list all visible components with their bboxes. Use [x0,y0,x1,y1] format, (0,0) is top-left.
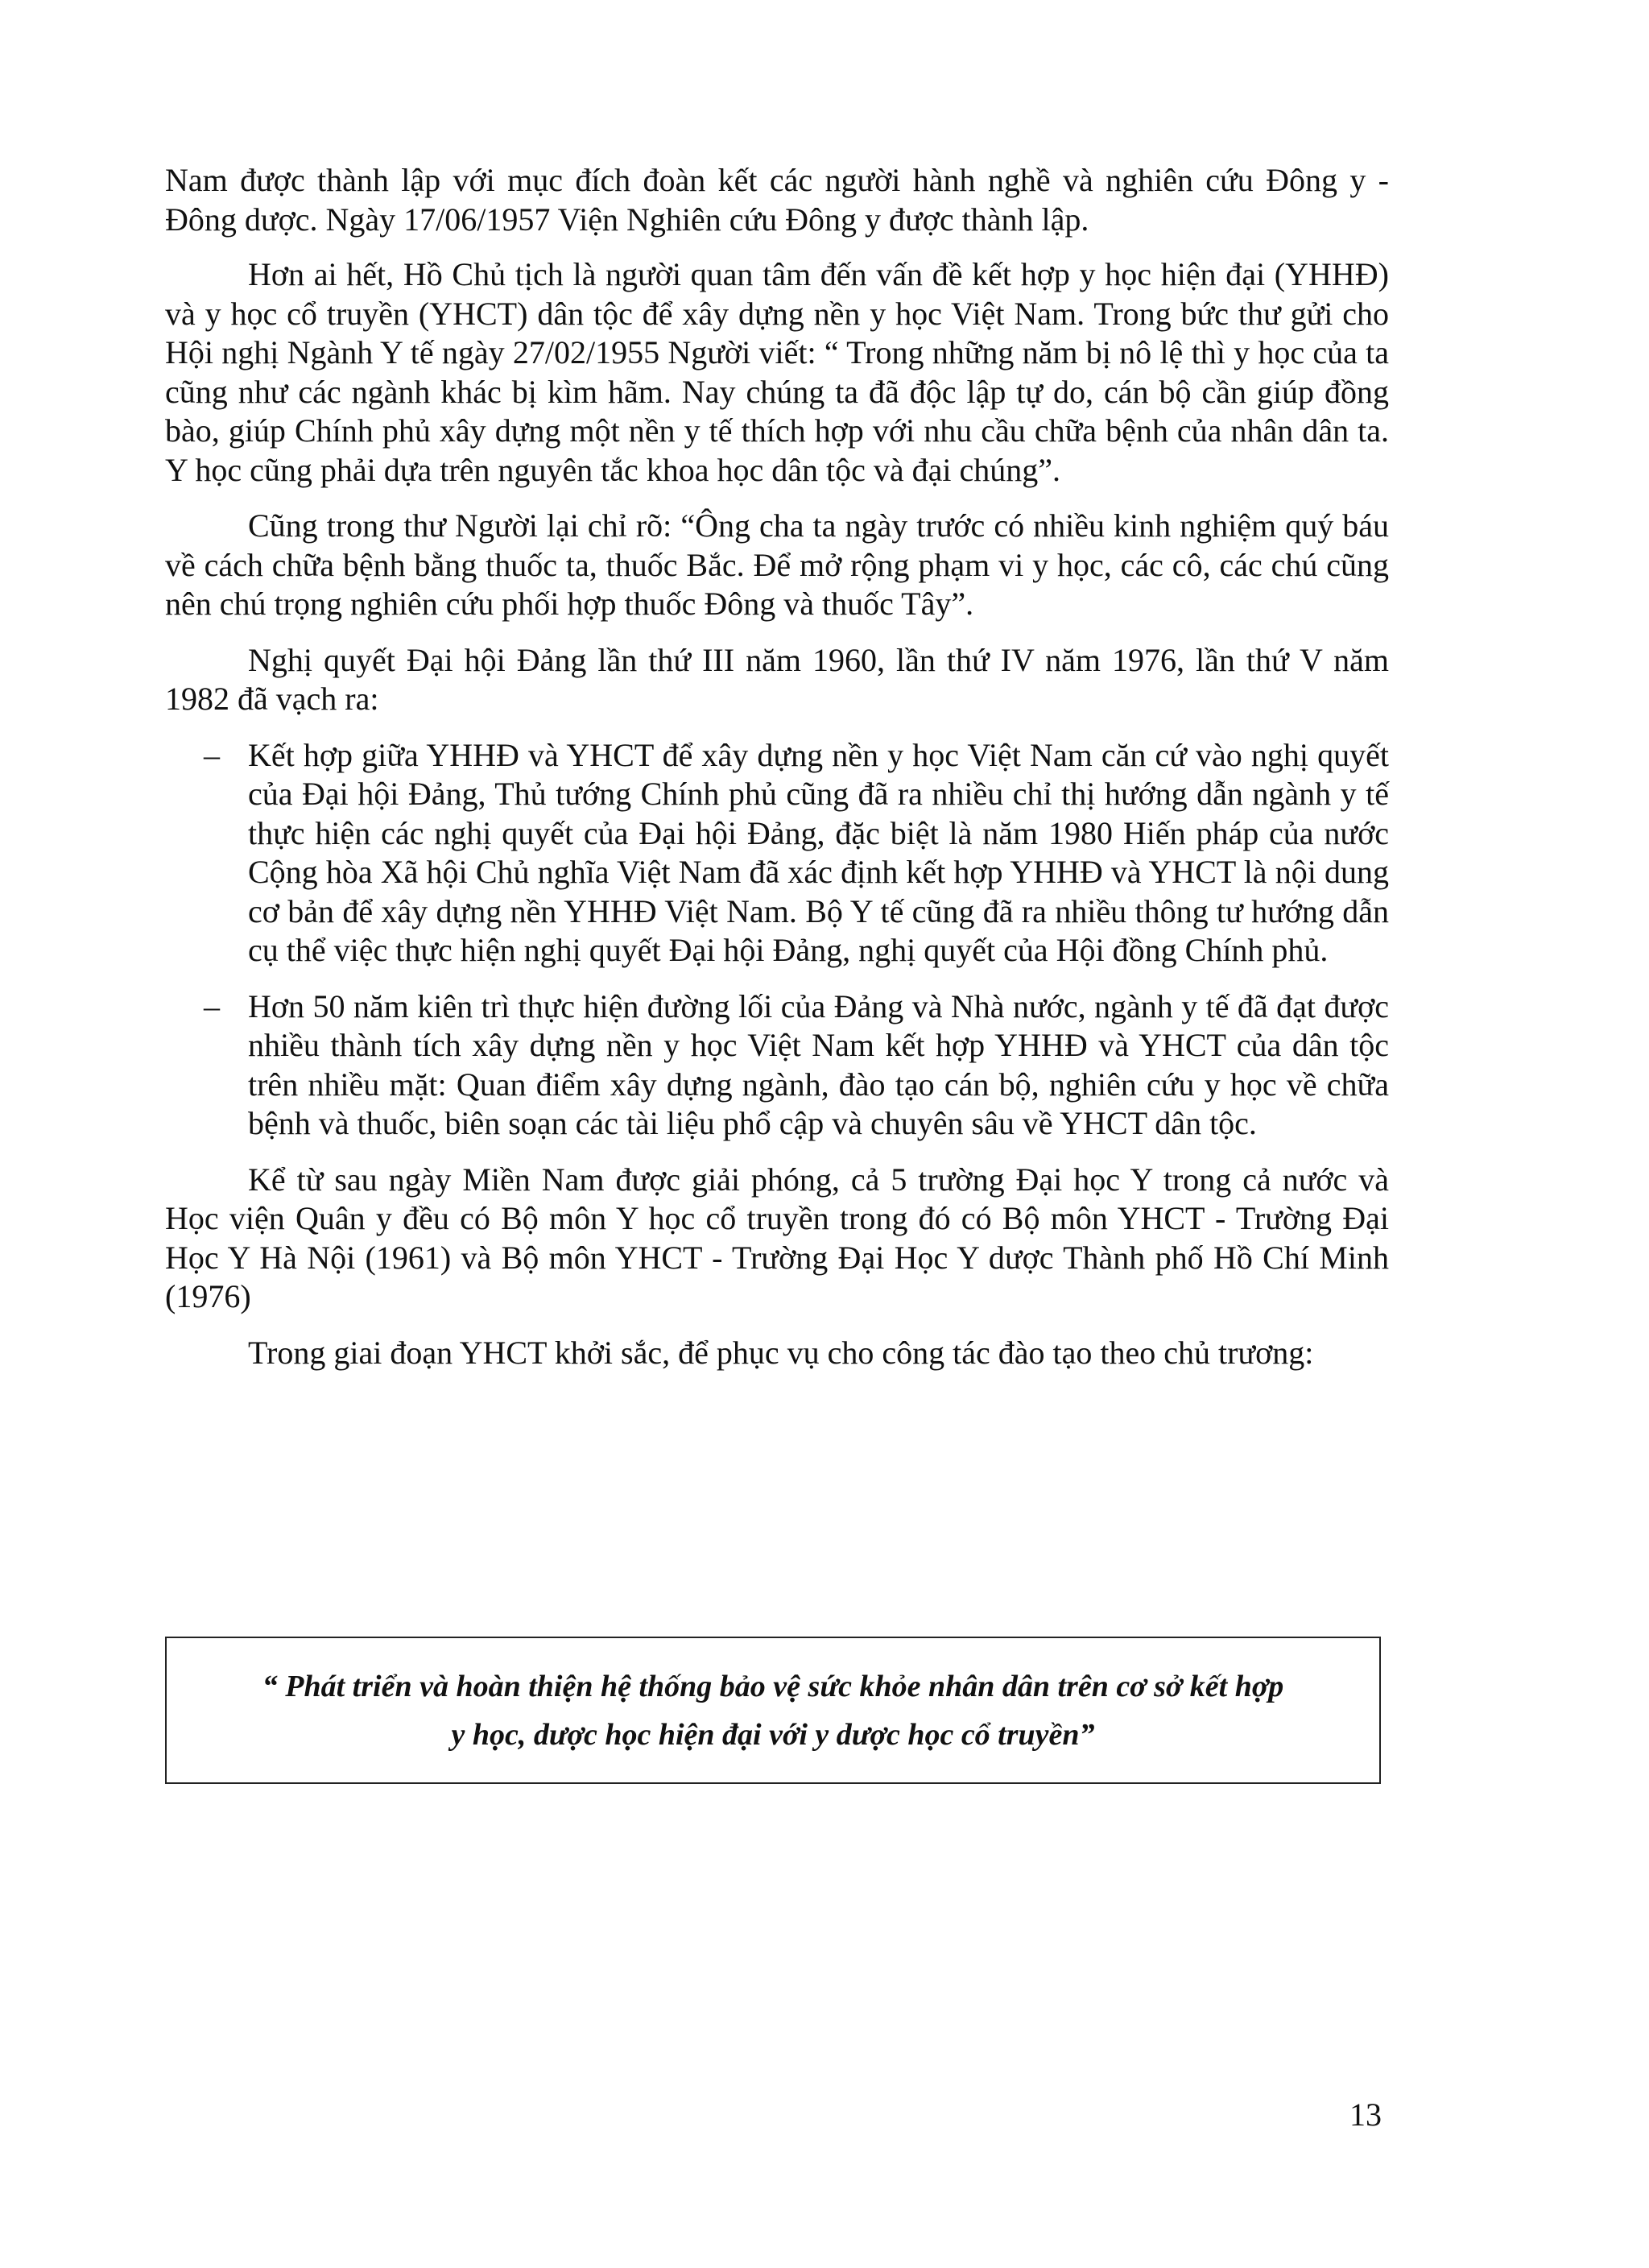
paragraph-6: Trong giai đoạn YHCT khởi sắc, để phục vụ cho công tác đào tạo theo chủ trương: [248,1334,1314,1371]
page-number: 13 [1349,2096,1382,2133]
paragraph-3: Cũng trong thư Người lại chỉ rõ: “Ông cha ta ngày trước có nhiều kinh nghiệm quý báu về cách chữa bệnh bằng thuốc ta, thuốc Bắc. Để mở rộng phạm vi y học, các cô, các chú cũng nên chú trọng nghiên cứu phối hợp thuốc Đông và thuốc Tây”. [165,507,1389,622]
paragraph-2: Hơn ai hết, Hồ Chủ tịch là người quan tâm đến vấn đề kết hợp y học hiện đại (YHHĐ) và y học cổ truyền (YHCT) dân tộc để xây dựng nền y học Việt Nam. Trong bức thư gửi cho Hội nghị Ngành Y tế ngày 27/02/1955 Người viết: “ Trong những năm bị nô lệ thì y học của ta cũng như các ngành khác bị kìm hãm. Nay chúng ta đã độc lập tự do, cán bộ cần giúp đồng bào, giúp Chính phủ xây dựng một nền y tế thích hợp với nhu cầu chữa bệnh của nhân dân ta. Y học cũng phải dựa trên nguyên tắc khoa học dân tộc và đại chúng”. [165,256,1389,488]
paragraph-5: Kể từ sau ngày Miền Nam được giải phóng, cả 5 trường Đại học Y trong cả nước và Học viện Quân y đều có Bộ môn Y học cổ truyền trong đó có Bộ môn YHCT - Trường Đại Học Y Hà Nội (1961) và Bộ môn YHCT - Trường Đại Học Y dược Thành phố Hồ Chí Minh (1976) [165,1161,1389,1314]
list-item-text: Hơn 50 năm kiên trì thực hiện đường lối của Đảng và Nhà nước, ngành y tế đã đạt được nhiều thành tích xây dựng nền y học Việt Nam kết hợp YHHĐ và YHCT của dân tộc trên nhiều mặt: Quan điểm xây dựng ngành, đào tạo cán bộ, nghiên cứu y học về chữa bệnh và thuốc, biên soạn các tài liệu phổ cập và chuyên sâu về YHCT dân tộc. [248,987,1389,1141]
paragraph-4: Nghị quyết Đại hội Đảng lần thứ III năm 1960, lần thứ IV năm 1976, lần thứ V năm 1982 đã vạch ra: [165,641,1389,717]
document-body [165,161,1389,1389]
dash-list [165,736,1389,1144]
paragraph-1: Nam được thành lập với mục đích đoàn kết các người hành nghề và nghiên cứu Đông y - Đông dược. Ngày 17/06/1957 Viện Nghiên cứu Đông y được thành lập. [165,162,1389,238]
list-item [165,736,1389,971]
dash-marker: – [204,736,220,773]
quote-line-2: y học, dược học hiện đại với y dược học cổ truyền” [451,1717,1095,1752]
quote-box [165,1637,1381,1784]
dash-marker: – [204,987,220,1024]
list-item-text: Kết hợp giữa YHHĐ và YHCT để xây dựng nền y học Việt Nam căn cứ vào nghị quyết của Đại hội Đảng, Thủ tướng Chính phủ cũng đã ra nhiều chỉ thị hướng dẫn ngành y tế thực hiện các nghị quyết của Đại hội Đảng, đặc biệt là năm 1980 Hiến pháp của nước Cộng hòa Xã hội Chủ nghĩa Việt Nam đã xác định kết hợp YHHĐ và YHCT là nội dung cơ bản để xây dựng nền YHHĐ Việt Nam. Bộ Y tế cũng đã ra nhiều thông tư hướng dẫn cụ thể việc thực hiện nghị quyết Đại hội Đảng, nghị quyết của Hội đồng Chính phủ. [248,736,1389,968]
list-item [165,987,1389,1144]
quote-line-1: “ Phát triển và hoàn thiện hệ thống bảo vệ sức khỏe nhân dân trên cơ sở kết hợp [262,1669,1284,1703]
